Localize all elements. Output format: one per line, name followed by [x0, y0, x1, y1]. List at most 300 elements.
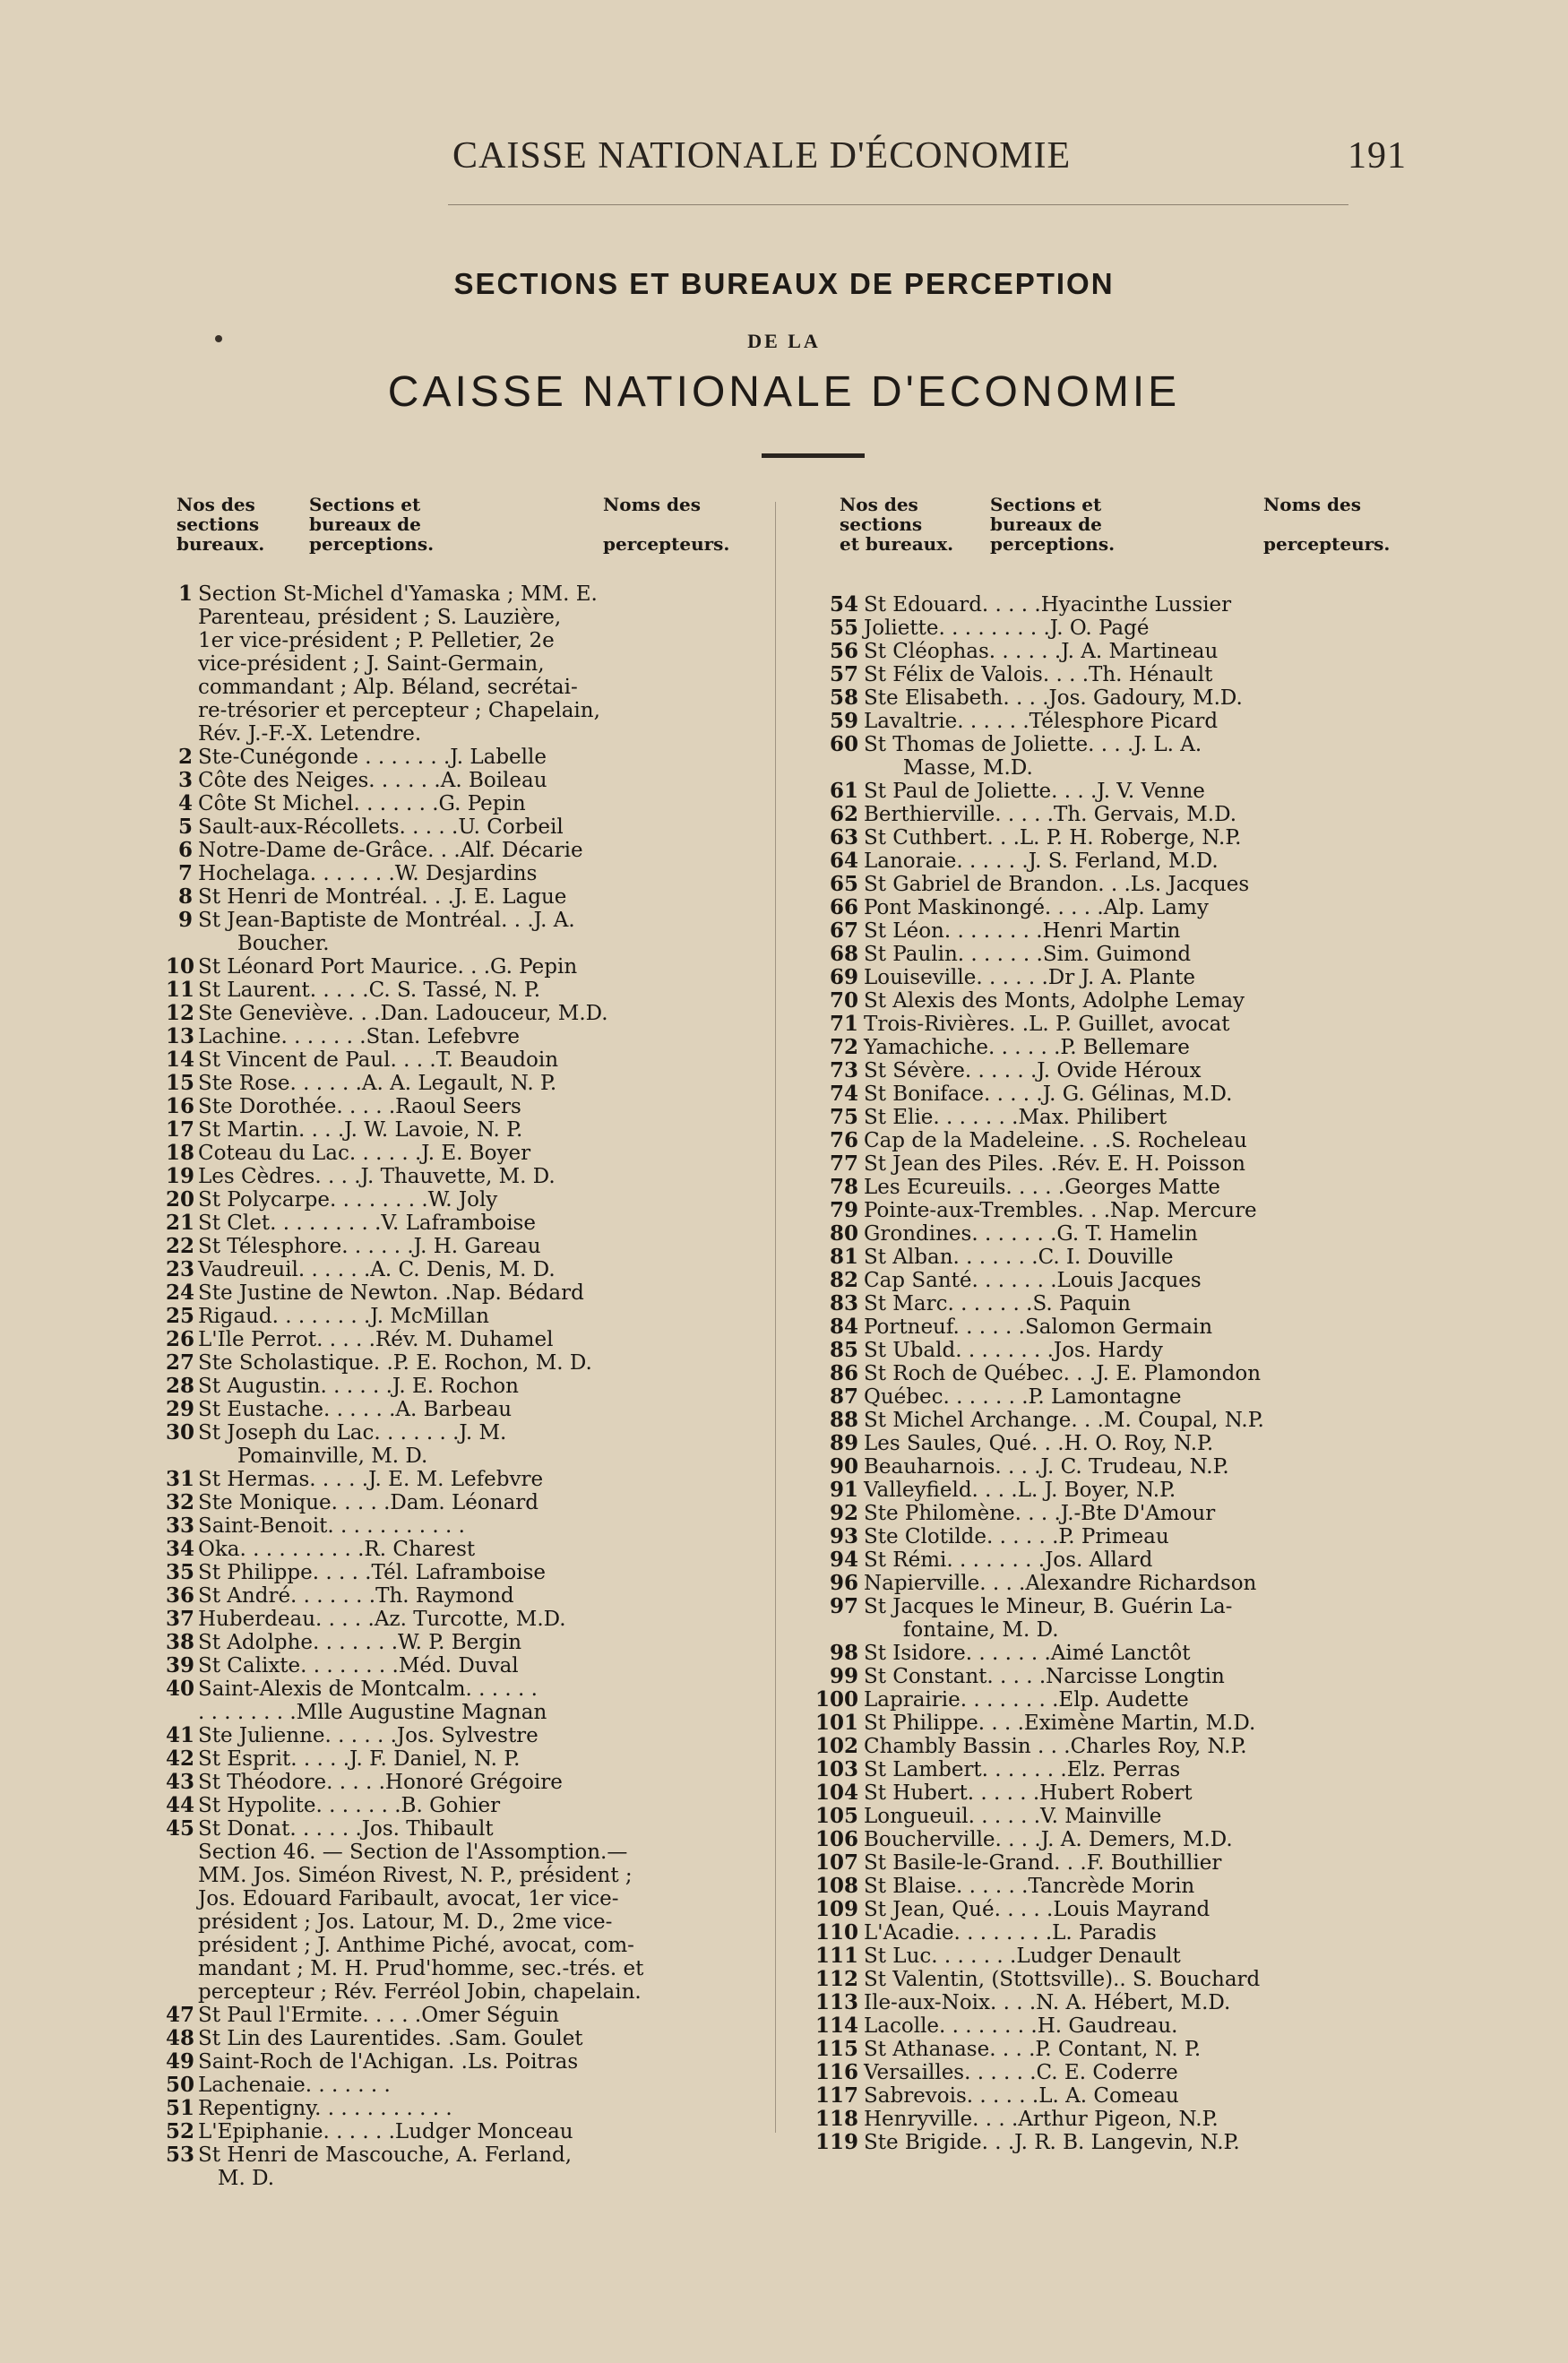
entry-text: M. D.: [198, 2167, 275, 2190]
entry-text: Côte St Michel. . . . . . .G. Pepin: [198, 792, 526, 815]
entry-number: 43: [166, 1770, 195, 1794]
list-item: [166, 932, 753, 955]
entry-number: 98: [829, 1641, 858, 1665]
entry-text: Ste Dorothée. . . . .Raoul Seers: [198, 1095, 521, 1118]
entry-number: 6: [177, 838, 193, 862]
entry-text: Ste Monique. . . . .Dam. Léonard: [198, 1491, 538, 1514]
entry-number: 42: [166, 1746, 195, 1771]
left-entry-list: [166, 582, 753, 2190]
entry-number: 64: [829, 849, 858, 873]
list-item: [815, 1082, 1416, 1106]
entry-number: 17: [166, 1117, 195, 1142]
entry-number: 12: [166, 1001, 195, 1025]
entry-number: 56: [829, 639, 858, 663]
entry-number: 8: [177, 884, 193, 909]
entry-number: 52: [166, 2119, 195, 2143]
list-item: [815, 1222, 1416, 1246]
entry-text: vice-président ; J. Saint-Germain,: [198, 652, 545, 676]
entry-number: 110: [815, 1920, 859, 1945]
list-item: [815, 640, 1416, 663]
entry-number: 9: [177, 908, 193, 932]
list-item: [166, 606, 753, 629]
list-item: [166, 979, 753, 1002]
list-item: [166, 1235, 753, 1258]
list-item: [815, 849, 1416, 873]
entry-number: 26: [166, 1327, 195, 1351]
list-item: [166, 839, 753, 862]
entry-number: 13: [166, 1024, 195, 1048]
entry-number: 100: [815, 1687, 859, 1712]
entry-text: Versailles. . . . . .C. E. Coderre: [864, 2061, 1178, 2084]
entry-text: Trois-Rivières. .L. P. Guillet, avocat: [864, 1013, 1230, 1036]
list-item: [815, 1152, 1416, 1176]
entry-text: Ste Clotilde. . . . . .P. Primeau: [864, 1525, 1169, 1548]
entry-text: Les Saules, Qué. . .H. O. Roy, N.P.: [864, 1432, 1214, 1455]
entry-text: St Laurent. . . . .C. S. Tassé, N. P.: [198, 979, 541, 1002]
entry-number: 15: [166, 1071, 195, 1095]
list-item: [815, 1385, 1416, 1409]
list-item: [166, 1305, 753, 1328]
entry-text: 1er vice-président ; P. Pelletier, 2e: [198, 629, 555, 652]
entry-text: Rév. J.-F.-X. Letendre.: [198, 722, 422, 746]
list-item: [166, 1142, 753, 1165]
entry-text: mandant ; M. H. Prud'homme, sec.-trés. et: [198, 1957, 644, 1980]
entry-text: St Jean des Piles. .Rév. E. H. Poisson: [864, 1152, 1245, 1176]
list-item: [815, 1945, 1416, 1968]
entry-number: 39: [166, 1653, 195, 1677]
entry-text: Québec. . . . . . .P. Lamontagne: [864, 1385, 1182, 1409]
entry-text: St Télesphore. . . . . .J. H. Gareau: [198, 1235, 541, 1258]
right-header-numbers: Nos des sections et bureaux.: [840, 494, 954, 555]
list-item: [166, 1398, 753, 1421]
list-item: [815, 2131, 1416, 2154]
entry-text: Beauharnois. . . .J. C. Trudeau, N.P.: [864, 1455, 1229, 1479]
entry-number: 70: [829, 988, 858, 1013]
entry-text: St Isidore. . . . . . .Aimé Lanctôt: [864, 1642, 1191, 1665]
entry-number: 104: [815, 1781, 859, 1805]
entry-number: 38: [166, 1630, 195, 1654]
list-item: [815, 733, 1416, 756]
list-item: [815, 686, 1416, 710]
list-item: [166, 1631, 753, 1654]
entry-text: Ste Philomène. . . .J.-Bte D'Amour: [864, 1502, 1216, 1525]
list-item: [166, 2004, 753, 2027]
list-item: [815, 593, 1416, 617]
entry-text: Jos. Edouard Faribault, avocat, 1er vice-: [198, 1887, 619, 1910]
list-item: [166, 909, 753, 932]
entry-text: St Eustache. . . . . .A. Barbeau: [198, 1398, 513, 1421]
entry-text: Ste Justine de Newton. .Nap. Bédard: [198, 1281, 584, 1305]
entry-text: St Paul l'Ermite. . . . .Omer Séguin: [198, 2004, 559, 2027]
entry-text: St Jacques le Mineur, B. Guérin La-: [864, 1595, 1233, 1618]
entry-text: Côte des Neiges. . . . . .A. Boileau: [198, 769, 547, 792]
list-item: [166, 1677, 753, 1701]
entry-text: Napierville. . . .Alexandre Richardson: [864, 1572, 1257, 1595]
column-divider: [775, 502, 776, 2133]
entry-number: 28: [166, 1374, 195, 1398]
list-item: [166, 792, 753, 815]
entry-number: 35: [166, 1560, 195, 1584]
entry-number: 4: [177, 791, 193, 815]
list-item: [166, 746, 753, 769]
entry-number: 32: [166, 1490, 195, 1514]
entry-number: 107: [815, 1850, 859, 1875]
entry-number: 58: [829, 686, 858, 710]
right-column: [815, 495, 1416, 2154]
list-item: [166, 2097, 753, 2120]
entry-number: 96: [829, 1571, 858, 1595]
list-item: [815, 966, 1416, 989]
list-item: [815, 1548, 1416, 1572]
entry-text: St Cléophas. . . . . .J. A. Martineau: [864, 640, 1219, 663]
entry-number: 36: [166, 1583, 195, 1608]
list-item: [815, 1735, 1416, 1758]
entry-text: St Théodore. . . . .Honoré Grégoire: [198, 1771, 563, 1794]
list-item: [166, 1421, 753, 1445]
entry-text: St Léon. . . . . . . .Henri Martin: [864, 919, 1181, 943]
entry-number: 89: [829, 1431, 858, 1455]
entry-text: Ste Scholastique. .P. E. Rochon, M. D.: [198, 1351, 592, 1375]
running-head: [452, 134, 1407, 177]
entry-number: 45: [166, 1816, 195, 1841]
entry-text: St Calixte. . . . . . . .Méd. Duval: [198, 1654, 519, 1677]
entry-number: 113: [815, 1990, 859, 2014]
entry-text: St Elie. . . . . . .Max. Philibert: [864, 1106, 1167, 1129]
entry-number: 53: [166, 2143, 195, 2167]
list-item: [815, 1013, 1416, 1036]
entry-number: 49: [166, 2049, 195, 2074]
list-item: [815, 663, 1416, 686]
entry-number: 48: [166, 2026, 195, 2050]
entry-number: 7: [177, 861, 193, 885]
list-item: [166, 2050, 753, 2074]
entry-text: Ste Geneviève. . .Dan. Ladouceur, M.D.: [198, 1002, 608, 1025]
list-item: [815, 2061, 1416, 2084]
list-item: [166, 1817, 753, 1841]
entry-text: St Léonard Port Maurice. . .G. Pepin: [198, 955, 578, 979]
entry-number: 54: [829, 592, 858, 617]
entry-text: St Cuthbert. . .L. P. H. Roberge, N.P.: [864, 826, 1242, 849]
list-item: [815, 1805, 1416, 1828]
list-item: [166, 1794, 753, 1817]
list-item: [166, 1864, 753, 1887]
entry-number: 85: [829, 1338, 858, 1362]
entry-number: 62: [829, 802, 858, 826]
entry-number: 18: [166, 1141, 195, 1165]
entry-text: Grondines. . . . . . .G. T. Hamelin: [864, 1222, 1198, 1246]
entry-text: Ste Rose. . . . . .A. A. Legault, N. P.: [198, 1072, 557, 1095]
list-item: [815, 896, 1416, 919]
list-item: [166, 676, 753, 699]
list-item: [166, 1514, 753, 1538]
entry-number: 25: [166, 1304, 195, 1328]
entry-number: 31: [166, 1467, 195, 1491]
list-item: [166, 629, 753, 652]
entry-number: 20: [166, 1187, 195, 1212]
list-item: [166, 1561, 753, 1584]
entry-text: Pointe-aux-Trembles. . .Nap. Mercure: [864, 1199, 1257, 1222]
entry-text: St Roch de Québec. . .J. E. Plamondon: [864, 1362, 1262, 1385]
entry-number: 24: [166, 1281, 195, 1305]
entry-text: Ste Julienne. . . . . .Jos. Sylvestre: [198, 1724, 538, 1747]
entry-number: 115: [815, 2037, 859, 2061]
list-item: [815, 1828, 1416, 1851]
heading-main: CAISSE NATIONALE D'ECONOMIE: [387, 368, 1181, 416]
entry-text: Huberdeau. . . . .Az. Turcotte, M.D.: [198, 1608, 566, 1631]
entry-text: St Michel Archange. . .M. Coupal, N.P.: [864, 1409, 1264, 1432]
entry-text: Les Cèdres. . . .J. Thauvette, M. D.: [198, 1165, 556, 1188]
entry-text: Louiseville. . . . . .Dr J. A. Plante: [864, 966, 1196, 989]
list-item: [815, 1246, 1416, 1269]
entry-number: 41: [166, 1723, 195, 1747]
entry-text: commandant ; Alp. Béland, secrétai-: [198, 676, 578, 699]
entry-text: Chambly Bassin . . .Charles Roy, N.P.: [864, 1735, 1247, 1758]
entry-number: 105: [815, 1804, 859, 1828]
entry-number: 11: [166, 978, 195, 1002]
list-item: [166, 1608, 753, 1631]
entry-text: Portneuf. . . . . .Salomon Germain: [864, 1315, 1213, 1339]
list-item: [815, 919, 1416, 943]
right-header-sections: Sections et bureaux de perceptions.: [990, 494, 1116, 555]
list-item: [815, 1315, 1416, 1339]
entry-number: 118: [815, 2107, 859, 2131]
entry-text: Boucher.: [198, 932, 330, 955]
left-column: [166, 495, 753, 2190]
list-item: [815, 1758, 1416, 1781]
list-item: [815, 1432, 1416, 1455]
entry-number: 30: [166, 1420, 195, 1445]
list-item: [166, 1841, 753, 1864]
entry-number: 40: [166, 1677, 195, 1701]
entry-number: 76: [829, 1128, 858, 1152]
list-item: [166, 1165, 753, 1188]
list-item: [815, 1199, 1416, 1222]
entry-text: St Philippe. . . . .Tél. Laframboise: [198, 1561, 547, 1584]
entry-text: St Paulin. . . . . . .Sim. Guimond: [864, 943, 1192, 966]
entry-number: 99: [829, 1664, 858, 1688]
entry-text: Lavaltrie. . . . . .Télesphore Picard: [864, 710, 1219, 733]
entry-text: Boucherville. . . .J. A. Demers, M.D.: [864, 1828, 1233, 1851]
entry-text: St Lin des Laurentides. .Sam. Goulet: [198, 2027, 583, 2050]
list-item: [815, 1479, 1416, 1502]
entry-text: Section 46. — Section de l'Assomption.—: [198, 1841, 628, 1864]
list-item: [815, 2108, 1416, 2131]
list-item: [166, 699, 753, 722]
list-item: [166, 2143, 753, 2167]
list-item: [815, 826, 1416, 849]
list-item: [815, 1618, 1416, 1642]
entry-text: Section St-Michel d'Yamaska ; MM. E.: [198, 582, 598, 606]
entry-text: Lachenaie. . . . . . .: [198, 2074, 391, 2097]
list-item: [166, 722, 753, 746]
entry-number: 79: [829, 1198, 858, 1222]
list-item: [815, 1339, 1416, 1362]
entry-number: 93: [829, 1524, 858, 1548]
page-number: 191: [1348, 135, 1407, 177]
list-item: [815, 1525, 1416, 1548]
list-item: [166, 1724, 753, 1747]
running-head-title: CAISSE NATIONALE D'ÉCONOMIE: [452, 135, 1072, 177]
entry-text: St Alexis des Monts, Adolphe Lemay: [864, 989, 1245, 1013]
list-item: [166, 1957, 753, 1980]
list-item: [166, 1934, 753, 1957]
entry-number: 60: [829, 732, 858, 756]
list-item: [166, 1281, 753, 1305]
entry-text: président ; Jos. Latour, M. D., 2me vice-: [198, 1910, 613, 1934]
entry-number: 101: [815, 1711, 859, 1735]
entry-number: 90: [829, 1454, 858, 1479]
entry-number: 106: [815, 1827, 859, 1851]
entry-text: Oka. . . . . . . . . .R. Charest: [198, 1538, 476, 1561]
entry-text: St Augustin. . . . . .J. E. Rochon: [198, 1375, 519, 1398]
list-item: [166, 1048, 753, 1072]
list-item: [815, 780, 1416, 803]
entry-text: St Paul de Joliette. . . .J. V. Venne: [864, 780, 1205, 803]
list-item: [815, 1292, 1416, 1315]
entry-number: 22: [166, 1234, 195, 1258]
entry-number: 71: [829, 1012, 858, 1036]
entry-number: 87: [829, 1384, 858, 1409]
entry-text: St Ubald. . . . . . . .Jos. Hardy: [864, 1339, 1163, 1362]
list-item: [815, 617, 1416, 640]
left-column-headers: [166, 495, 753, 570]
entry-text: St Marc. . . . . . .S. Paquin: [864, 1292, 1131, 1315]
entry-text: Lanoraie. . . . . .J. S. Ferland, M.D.: [864, 849, 1219, 873]
list-item: [815, 1502, 1416, 1525]
list-item: [815, 943, 1416, 966]
entry-number: 88: [829, 1408, 858, 1432]
entry-text: Valleyfield. . . .L. J. Boyer, N.P.: [864, 1479, 1176, 1502]
entry-text: St Jean, Qué. . . . .Louis Mayrand: [864, 1898, 1210, 1921]
list-item: [815, 1595, 1416, 1618]
entry-number: 19: [166, 1164, 195, 1188]
entry-text: Sault-aux-Récollets. . . . .U. Corbeil: [198, 815, 564, 839]
entry-text: L'Epiphanie. . . . . .Ludger Monceau: [198, 2120, 573, 2143]
entry-number: 3: [177, 768, 193, 792]
right-entry-list: [815, 593, 1416, 2154]
entry-text: Ste Elisabeth. . . .Jos. Gadoury, M.D.: [864, 686, 1243, 710]
list-item: [166, 1701, 753, 1724]
entry-text: Ste Brigide. . .J. R. B. Langevin, N.P.: [864, 2131, 1240, 2154]
entry-number: 82: [829, 1268, 858, 1292]
entry-number: 97: [829, 1594, 858, 1618]
entry-number: 2: [177, 745, 193, 769]
list-item: [166, 2027, 753, 2050]
list-item: [166, 1910, 753, 1934]
entry-number: 78: [829, 1175, 858, 1199]
entry-number: 75: [829, 1105, 858, 1129]
entry-text: St Philippe. . . .Eximène Martin, M.D.: [864, 1712, 1256, 1735]
entry-text: percepteur ; Rév. Ferréol Jobin, chapelain.: [198, 1980, 642, 2004]
list-item: [815, 1712, 1416, 1735]
entry-text: St Sévère. . . . . .J. Ovide Héroux: [864, 1059, 1202, 1082]
list-item: [815, 1176, 1416, 1199]
entry-text: St Esprit. . . . .J. F. Daniel, N. P.: [198, 1747, 521, 1771]
entry-text: L'Acadie. . . . . . . .L. Paradis: [864, 1921, 1157, 1945]
list-item: [166, 1584, 753, 1608]
entry-text: St Adolphe. . . . . . .W. P. Bergin: [198, 1631, 522, 1654]
entry-text: Lachine. . . . . . .Stan. Lefebvre: [198, 1025, 520, 1048]
right-header-collectors: Noms des percepteurs.: [1263, 494, 1391, 555]
entry-number: 109: [815, 1897, 859, 1921]
list-item: [815, 803, 1416, 826]
entry-text: Coteau du Lac. . . . . .J. E. Boyer: [198, 1142, 531, 1165]
entry-text: Masse, M.D.: [864, 756, 1033, 780]
entry-text: St Basile-le-Grand. . .F. Bouthillier: [864, 1851, 1222, 1875]
entry-number: 74: [829, 1082, 858, 1106]
list-item: [815, 1921, 1416, 1945]
entry-number: 61: [829, 779, 858, 803]
entry-text: Berthierville. . . . .Th. Gervais, M.D.: [864, 803, 1237, 826]
list-item: [815, 1409, 1416, 1432]
list-item: [166, 1212, 753, 1235]
list-item: [815, 1129, 1416, 1152]
list-item: [815, 2038, 1416, 2061]
list-item: [166, 1887, 753, 1910]
list-item: [815, 1665, 1416, 1688]
entry-text: Henryville. . . .Arthur Pigeon, N.P.: [864, 2108, 1219, 2131]
list-item: [166, 1095, 753, 1118]
entry-number: 57: [829, 662, 858, 686]
entry-text: St Gabriel de Brandon. . .Ls. Jacques: [864, 873, 1250, 896]
list-item: [815, 1875, 1416, 1898]
entry-number: 81: [829, 1245, 858, 1269]
list-item: [166, 955, 753, 979]
entry-text: Sabrevois. . . . . .L. A. Comeau: [864, 2084, 1179, 2108]
entry-text: Pont Maskinongé. . . . .Alp. Lamy: [864, 896, 1209, 919]
entry-number: 16: [166, 1094, 195, 1118]
list-item: [166, 582, 753, 606]
list-item: [166, 2120, 753, 2143]
entry-number: 51: [166, 2096, 195, 2120]
left-header-numbers: Nos des sections bureaux.: [177, 494, 265, 555]
entry-text: St Hubert. . . . . .Hubert Robert: [864, 1781, 1193, 1805]
list-item: [166, 1491, 753, 1514]
entry-number: 29: [166, 1397, 195, 1421]
entry-number: 67: [829, 918, 858, 943]
list-item: [166, 1072, 753, 1095]
entry-text: Vaudreuil. . . . . .A. C. Denis, M. D.: [198, 1258, 556, 1281]
list-item: [815, 1851, 1416, 1875]
entry-number: 34: [166, 1537, 195, 1561]
list-item: [166, 1445, 753, 1468]
entry-number: 21: [166, 1211, 195, 1235]
entry-number: 116: [815, 2060, 859, 2084]
heading-line-2: DE LA: [747, 330, 821, 352]
list-item: [166, 1538, 753, 1561]
entry-number: 33: [166, 1514, 195, 1538]
list-item: [166, 1002, 753, 1025]
heading-line-1: SECTIONS ET BUREAUX DE PERCEPTION: [453, 267, 1115, 300]
entry-number: 84: [829, 1315, 858, 1339]
entry-text: Pomainville, M. D.: [198, 1445, 428, 1468]
list-item: [815, 1362, 1416, 1385]
entry-text: Hochelaga. . . . . . .W. Desjardins: [198, 862, 538, 885]
entry-number: 119: [815, 2130, 859, 2154]
list-item: [166, 1258, 753, 1281]
entry-text: St Jean-Baptiste de Montréal. . .J. A.: [198, 909, 575, 932]
entry-text: Cap de la Madeleine. . .S. Rocheleau: [864, 1129, 1247, 1152]
entry-text: Joliette. . . . . . . . .J. O. Pagé: [864, 617, 1150, 640]
list-item: [166, 1980, 753, 2004]
entry-number: 44: [166, 1793, 195, 1817]
list-item: [166, 1025, 753, 1048]
entry-number: 63: [829, 825, 858, 849]
list-item: [815, 1781, 1416, 1805]
entry-text: Saint-Roch de l'Achigan. .Ls. Poitras: [198, 2050, 579, 2074]
list-item: [166, 1118, 753, 1142]
entry-text: Notre-Dame de-Grâce. . .Alf. Décarie: [198, 839, 583, 862]
